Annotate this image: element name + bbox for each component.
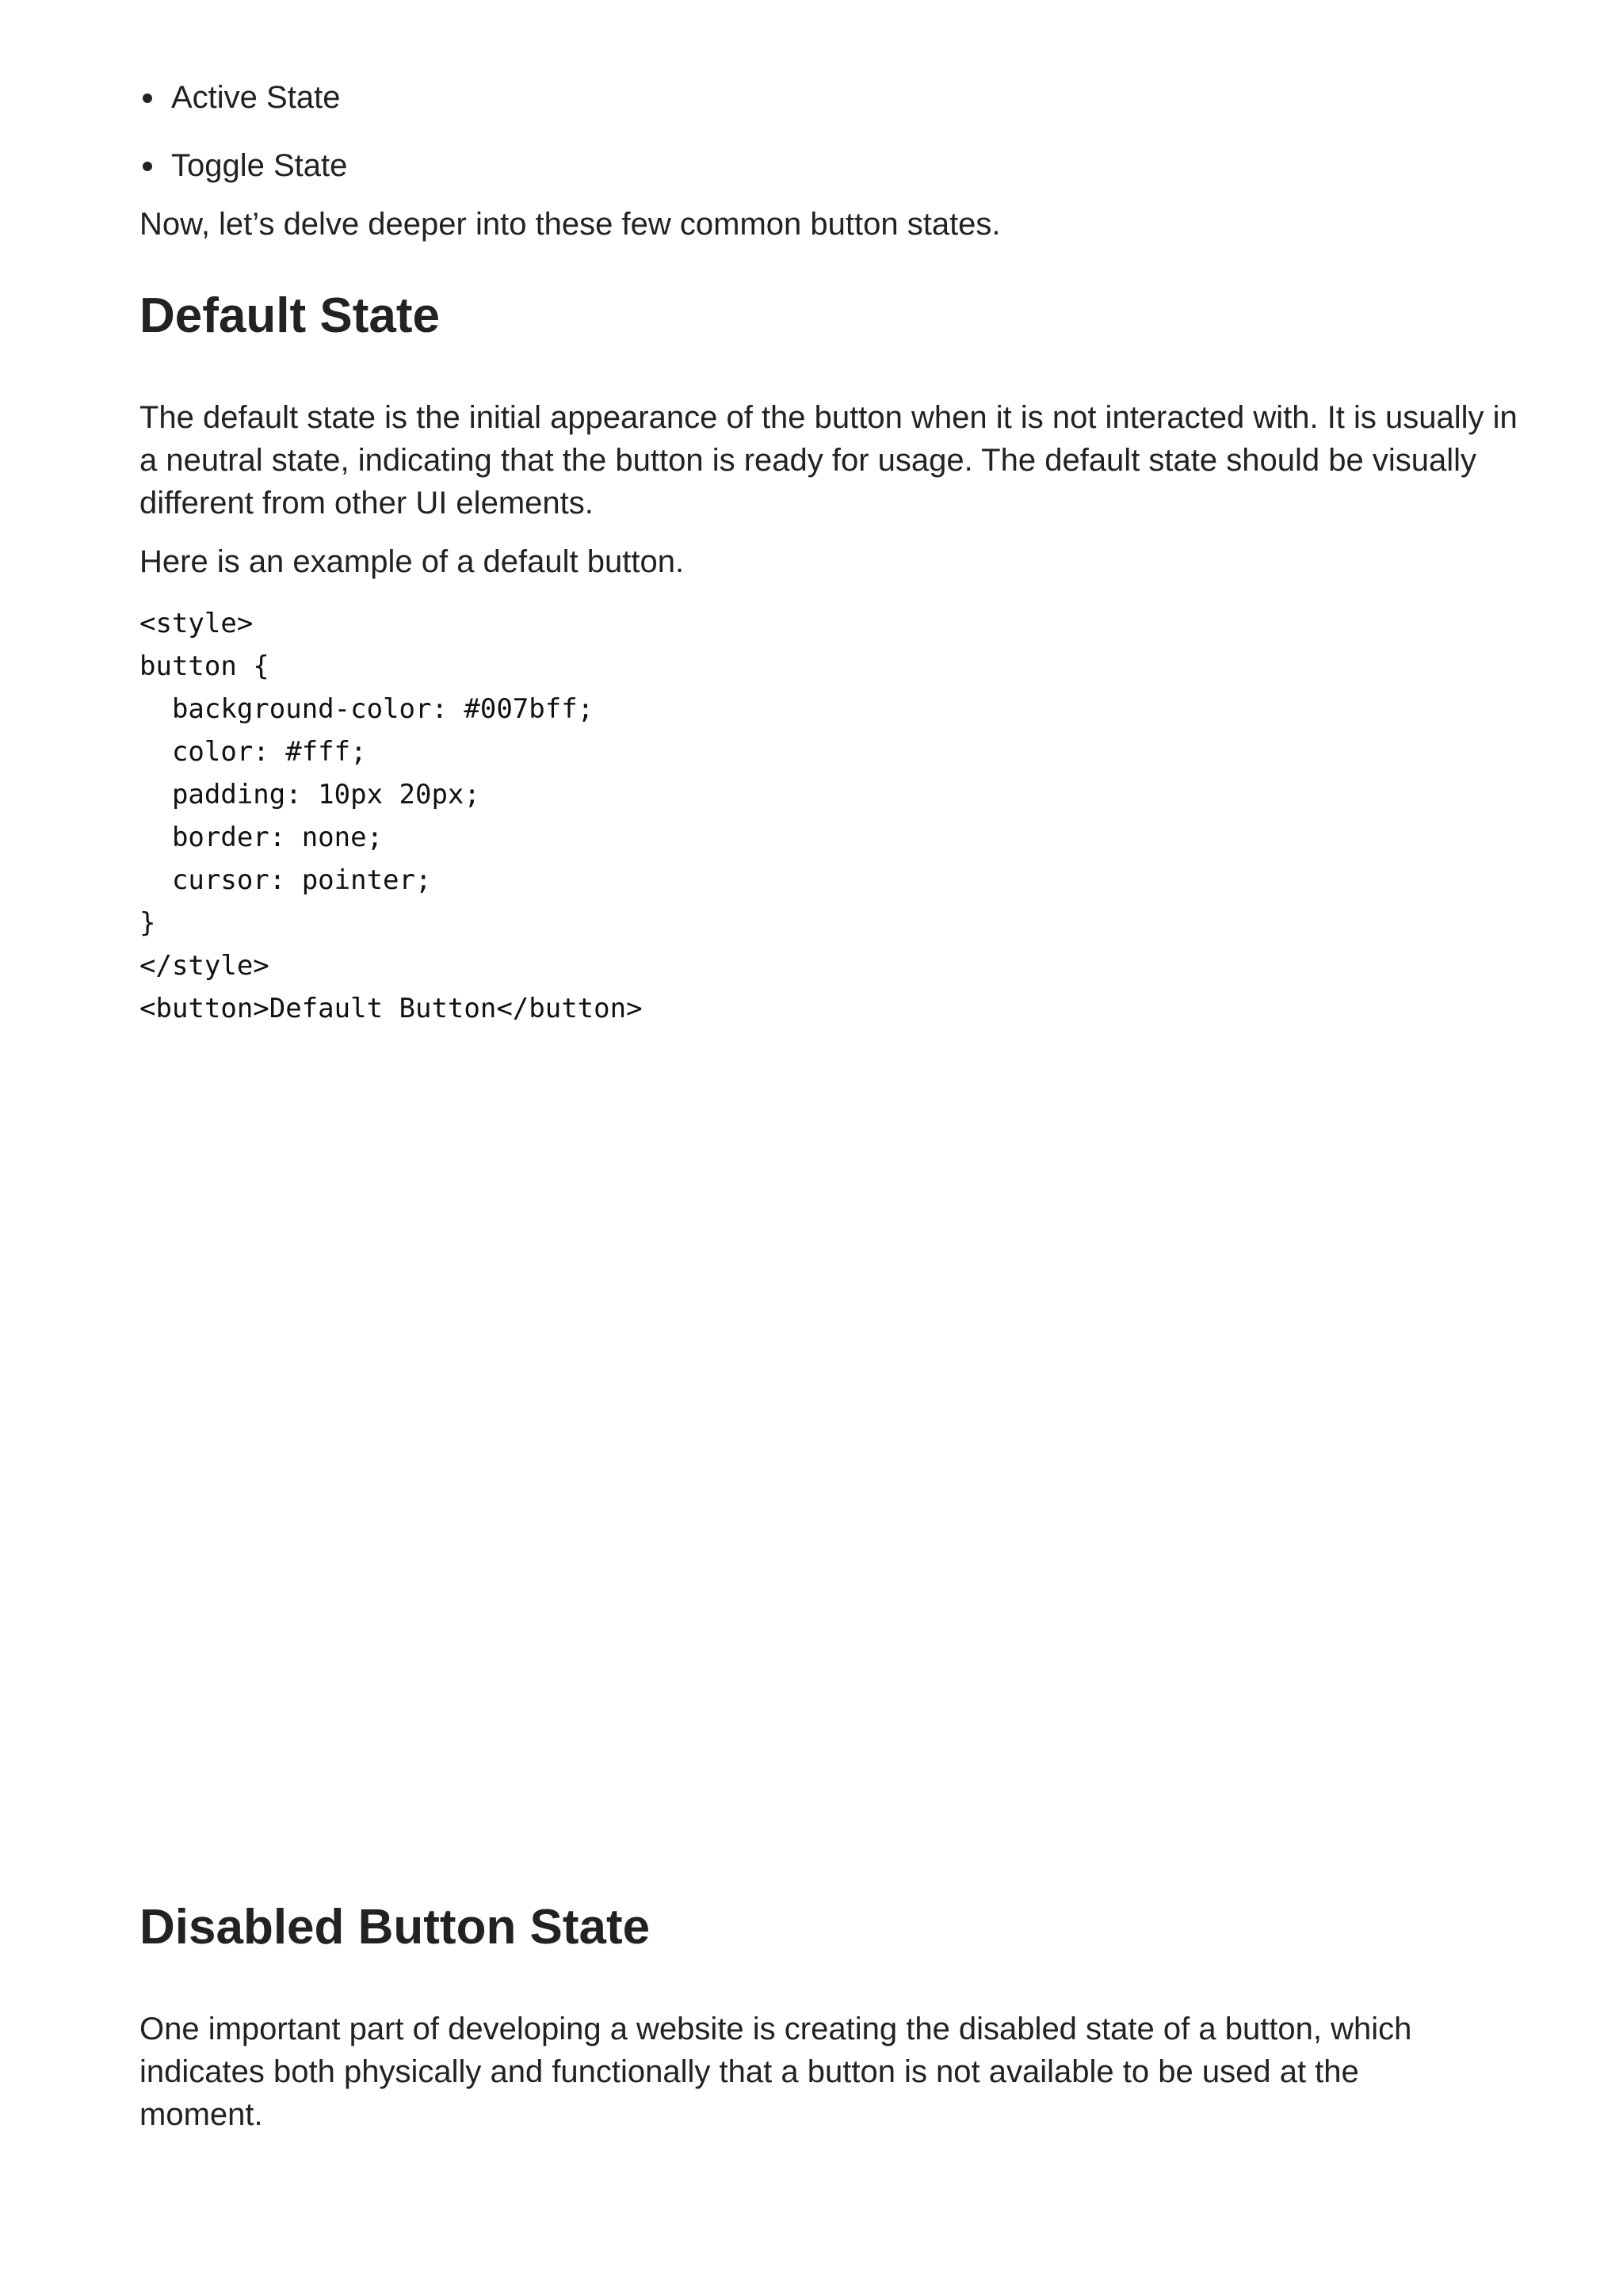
button-states-list xyxy=(139,76,1550,187)
disabled-state-heading: Disabled Button State xyxy=(139,1900,651,1955)
code-line: </style> xyxy=(139,950,269,982)
article-content xyxy=(139,76,1550,2152)
default-example-intro: Here is an example of a default button. xyxy=(139,544,685,579)
code-line: button { xyxy=(139,650,269,682)
code-line: background-color: #007bff; xyxy=(139,693,594,725)
list-item: Toggle State xyxy=(171,144,1550,187)
code-line: color: #fff; xyxy=(139,736,367,768)
code-line: border: none; xyxy=(139,822,384,853)
list-item: Active State xyxy=(171,76,1550,119)
disabled-state-paragraph: One important part of developing a website is creating the disabled state of a button, which indicates both physically and functionally that a button is not available to be used at the moment. xyxy=(139,2012,1412,2132)
default-state-paragraph: The default state is the initial appearance of the button when it is not interacted with. It is usually in a neutral state, indicating that the button is ready for usage. The default state should be visually different from other UI elements. xyxy=(139,400,1518,521)
code-line: <style> xyxy=(139,608,254,639)
default-state-heading: Default State xyxy=(139,288,440,343)
default-button-code-block xyxy=(139,602,1550,1030)
blank-space xyxy=(139,1030,1550,1857)
code-line: <button>Default Button</button> xyxy=(139,993,643,1024)
code-line: cursor: pointer; xyxy=(139,864,432,896)
intro-paragraph: Now, let’s delve deeper into these few common button states. xyxy=(139,207,1001,242)
code-line: padding: 10px 20px; xyxy=(139,779,480,810)
code-line: } xyxy=(139,907,156,939)
